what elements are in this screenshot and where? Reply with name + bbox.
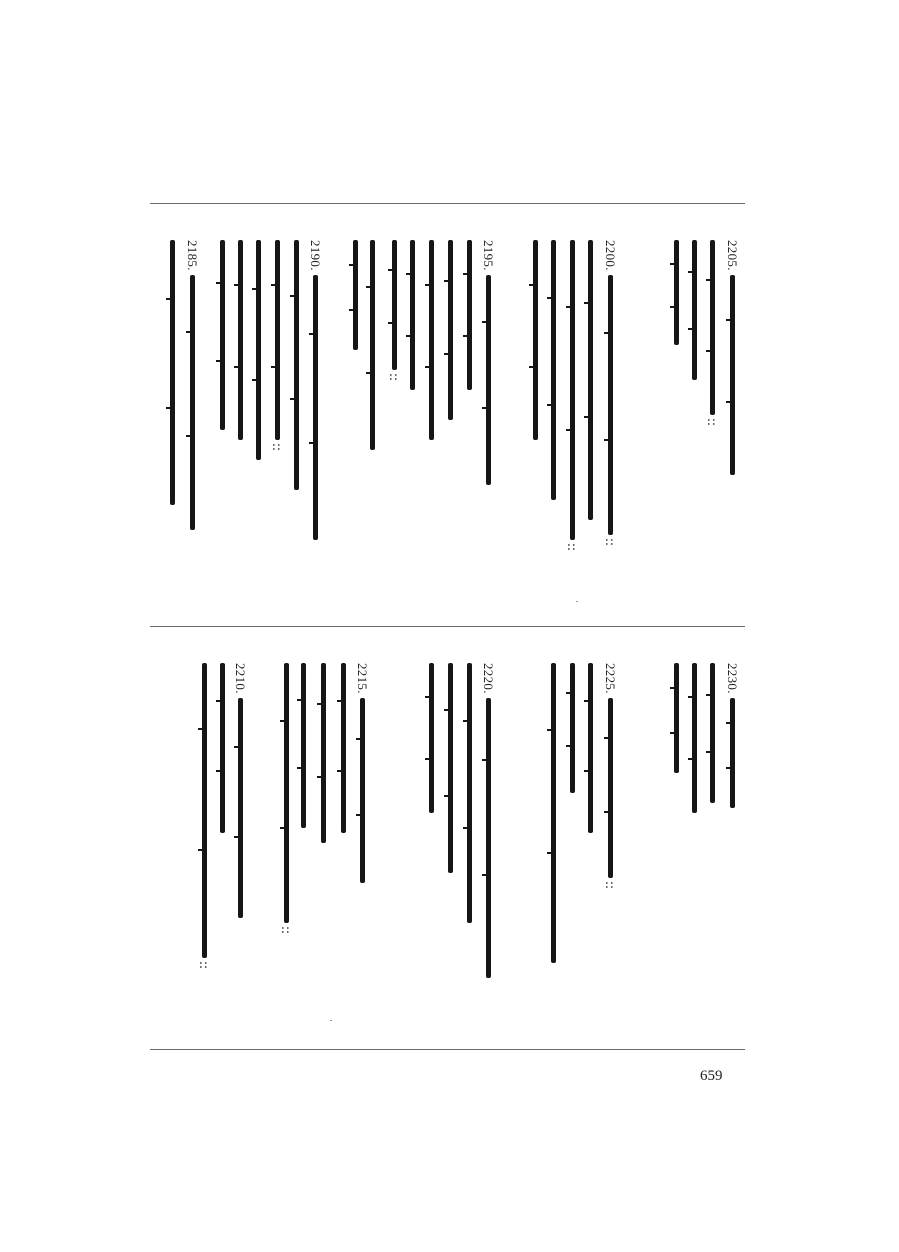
bottom-verse-line bbox=[542, 663, 564, 963]
bottom-verse-line bbox=[275, 663, 297, 934]
verse-number: 2185. bbox=[185, 240, 200, 271]
verse-number: 2220. bbox=[481, 663, 496, 694]
mongolian-script-line bbox=[588, 663, 593, 833]
bottom-verse-line bbox=[351, 663, 373, 883]
mongolian-script-line bbox=[674, 663, 679, 773]
mongolian-script-line bbox=[370, 240, 375, 450]
verse-number: 2190. bbox=[308, 240, 323, 271]
top-verse-line bbox=[266, 240, 288, 451]
top-verse-line bbox=[721, 240, 743, 475]
mongolian-script-line bbox=[692, 240, 697, 380]
bottom-verse-line bbox=[561, 663, 583, 793]
middle-rule bbox=[150, 626, 745, 627]
end-punctuation: :: bbox=[705, 418, 719, 427]
top-verse-line bbox=[420, 240, 442, 440]
mongolian-script-line bbox=[588, 240, 593, 520]
end-punctuation: :: bbox=[387, 373, 401, 382]
mongolian-script-line bbox=[448, 240, 453, 420]
top-rule bbox=[150, 203, 745, 204]
mongolian-script-line bbox=[486, 698, 491, 978]
mongolian-script-line bbox=[429, 240, 434, 440]
end-punctuation: :: bbox=[603, 880, 617, 889]
top-verse-line bbox=[344, 240, 366, 350]
mongolian-script-line bbox=[294, 240, 299, 490]
top-verse-line bbox=[285, 240, 307, 490]
mongolian-script-line bbox=[321, 663, 326, 843]
mongolian-script-line bbox=[467, 240, 472, 390]
top-verse-line bbox=[665, 240, 687, 345]
bottom-verse-line bbox=[458, 663, 480, 923]
mongolian-script-line bbox=[608, 275, 613, 535]
mongolian-script-line bbox=[275, 240, 280, 440]
bottom-verse-line bbox=[665, 663, 687, 773]
mongolian-script-line bbox=[730, 698, 735, 808]
mongolian-script-line bbox=[730, 275, 735, 475]
verse-number: 2215. bbox=[355, 663, 370, 694]
top-verse-line bbox=[599, 240, 621, 546]
end-punctuation: :: bbox=[197, 961, 211, 970]
verse-number: 2210. bbox=[233, 663, 248, 694]
bottom-verse-line bbox=[312, 663, 334, 843]
mongolian-script-line bbox=[220, 240, 225, 430]
mongolian-script-line bbox=[360, 698, 365, 883]
top-verse-line bbox=[458, 240, 480, 390]
verse-number: 2195. bbox=[481, 240, 496, 271]
bottom-verse-line bbox=[721, 663, 743, 808]
verse-number: 2230. bbox=[725, 663, 740, 694]
mongolian-script-line bbox=[190, 275, 195, 530]
mongolian-script-line bbox=[710, 663, 715, 803]
bottom-rule bbox=[150, 1049, 745, 1050]
bottom-verse-line bbox=[477, 663, 499, 978]
mongolian-script-line bbox=[256, 240, 261, 460]
end-punctuation: :: bbox=[565, 543, 579, 552]
top-verse-line bbox=[561, 240, 583, 551]
mongolian-script-line bbox=[170, 240, 175, 505]
mongolian-script-line bbox=[429, 663, 434, 813]
end-punctuation: :: bbox=[270, 443, 284, 452]
top-verse-line bbox=[304, 240, 326, 540]
mongolian-script-line bbox=[674, 240, 679, 345]
mongolian-script-line bbox=[238, 698, 243, 918]
bottom-verse-line bbox=[599, 663, 621, 889]
page-number: 659 bbox=[700, 1068, 723, 1084]
mongolian-script-line bbox=[467, 663, 472, 923]
speck-mark bbox=[330, 1020, 332, 1021]
speck-mark bbox=[576, 601, 578, 602]
mongolian-script-line bbox=[448, 663, 453, 873]
top-verse-line bbox=[477, 240, 499, 485]
top-verse-line bbox=[439, 240, 461, 420]
verse-number: 2200. bbox=[603, 240, 618, 271]
mongolian-script-line bbox=[551, 240, 556, 500]
mongolian-script-line bbox=[284, 663, 289, 923]
mongolian-script-line bbox=[202, 663, 207, 958]
bottom-verse-line bbox=[439, 663, 461, 873]
top-verse-line bbox=[524, 240, 546, 440]
mongolian-script-line bbox=[220, 663, 225, 833]
verse-panel-top bbox=[150, 240, 745, 610]
mongolian-script-line bbox=[551, 663, 556, 963]
verse-number: 2205. bbox=[725, 240, 740, 271]
mongolian-script-line bbox=[238, 240, 243, 440]
bottom-verse-line bbox=[420, 663, 442, 813]
mongolian-script-line bbox=[353, 240, 358, 350]
mongolian-script-line bbox=[570, 663, 575, 793]
verse-number: 2225. bbox=[603, 663, 618, 694]
mongolian-script-line bbox=[570, 240, 575, 540]
mongolian-script-line bbox=[486, 275, 491, 485]
verse-panel-bottom bbox=[150, 663, 745, 1033]
top-verse-line bbox=[161, 240, 183, 505]
mongolian-script-line bbox=[301, 663, 306, 828]
top-verse-line bbox=[211, 240, 233, 430]
end-punctuation: :: bbox=[603, 537, 617, 546]
bottom-verse-line bbox=[332, 663, 354, 833]
bottom-verse-line bbox=[193, 663, 215, 969]
mongolian-script-line bbox=[533, 240, 538, 440]
mongolian-script-line bbox=[710, 240, 715, 415]
mongolian-script-line bbox=[313, 275, 318, 540]
mongolian-script-line bbox=[410, 240, 415, 390]
top-verse-line bbox=[383, 240, 405, 381]
top-verse-line bbox=[181, 240, 203, 530]
mongolian-script-line bbox=[692, 663, 697, 813]
mongolian-script-line bbox=[392, 240, 397, 370]
mongolian-script-line bbox=[608, 698, 613, 878]
end-punctuation: :: bbox=[279, 926, 293, 935]
mongolian-script-line bbox=[341, 663, 346, 833]
